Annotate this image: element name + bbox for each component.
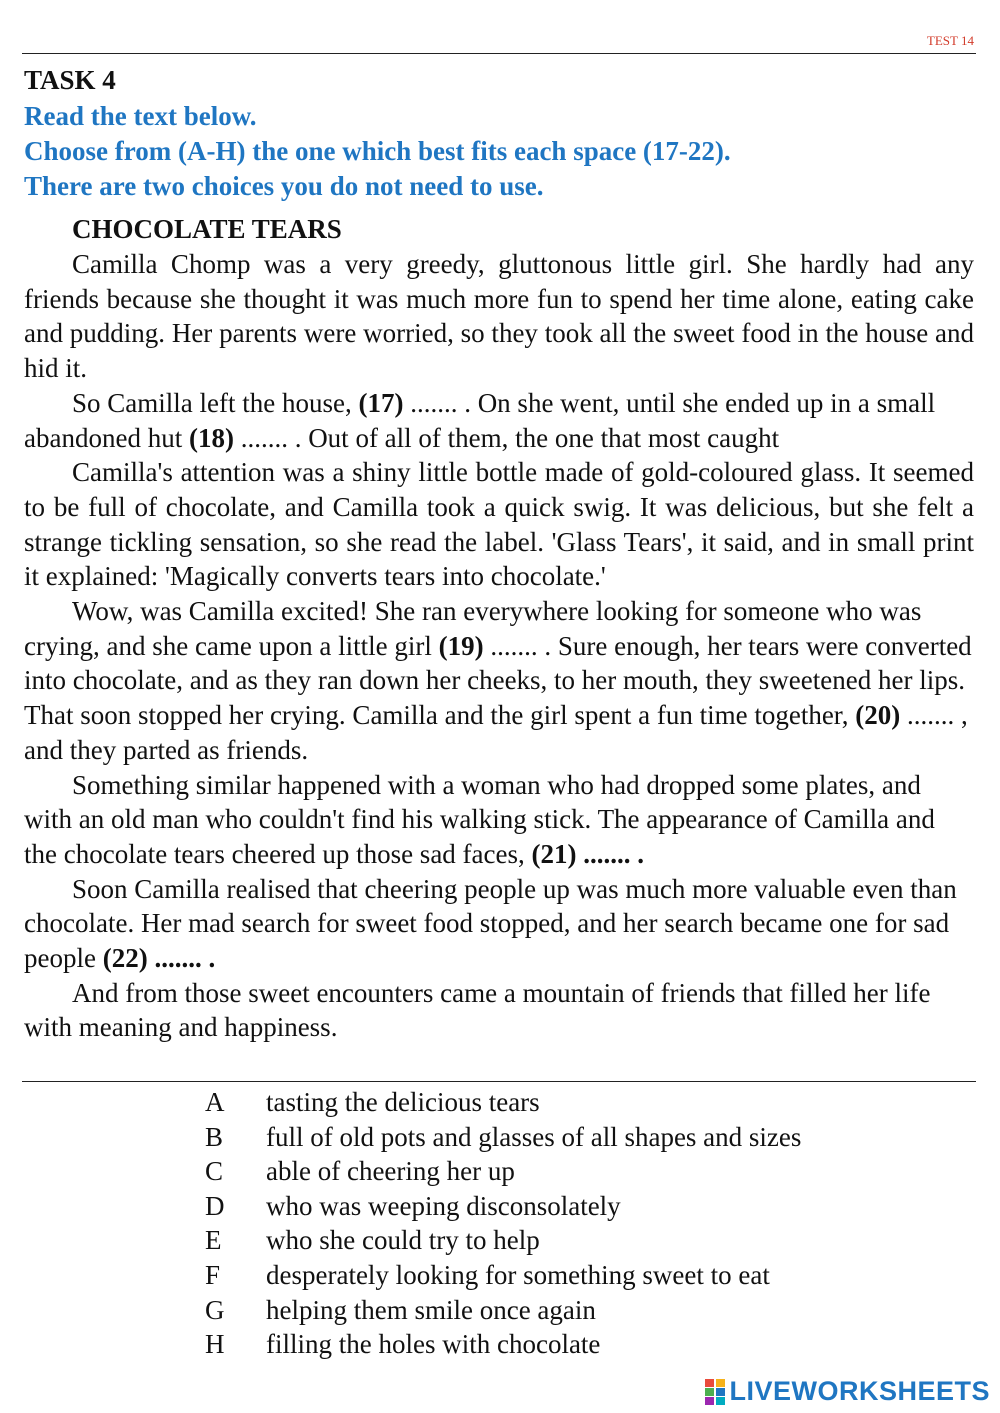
paragraph-3: Camilla's attention was a shiny little bottle made of gold-coloured glass. It seemed to be full of chocolate, and Camilla took a quick swig. It was delicious, but she felt a strange tickling sensation, so she read the label. 'Glass Tears', it said, and in small print it explained: 'Magically converts tears into chocolate.' [24, 457, 974, 592]
task-title: TASK 4 [24, 65, 116, 95]
gap-22[interactable]: (22) ....... . [102, 943, 216, 974]
option-c [205, 1154, 801, 1189]
test-label: TEST 14 [926, 33, 974, 48]
gap-19[interactable]: (19) [438, 630, 484, 661]
gap-17[interactable]: (17) [358, 387, 404, 418]
option-letter: B [205, 1121, 224, 1152]
paragraph-2: So Camilla left the house, (17) ....... . On she went, until she ended up in a small abandoned hut (18) ....... . Out of all of them, the one that most caught [24, 387, 936, 453]
option-f [205, 1258, 801, 1293]
instruction-2: Choose from (A-H) the one which best fits each space (17-22). [24, 136, 731, 166]
option-letter: F [205, 1259, 221, 1290]
option-letter: C [205, 1156, 224, 1187]
option-text: who she could try to help [266, 1225, 540, 1256]
story-text [24, 247, 974, 1045]
option-e [205, 1223, 801, 1258]
option-d [205, 1189, 801, 1224]
liveworksheets-logo-icon [705, 1379, 725, 1405]
option-text: who was weeping disconsolately [266, 1190, 621, 1221]
liveworksheets-brand: LIVEWORKSHEETS [729, 1376, 990, 1406]
top-divider [22, 53, 976, 54]
paragraph-4: Wow, was Camilla excited! She ran everywhere looking for someone who was crying, and she came upon a little girl (19) ....... . Sure enough, her tears were converted into chocolate, and as they ran down her cheeks, to her mouth, they sweetened her lips. That soon stopped her crying. Camilla and the girl spent a fun time together, (20) ....... , and they parted as friends. [24, 596, 972, 765]
option-letter: G [205, 1294, 225, 1325]
option-text: helping them smile once again [266, 1294, 596, 1325]
option-h [205, 1327, 801, 1362]
instruction-1: Read the text below. [24, 101, 257, 131]
liveworksheets-logo [705, 1376, 990, 1407]
option-text: filling the holes with chocolate [266, 1329, 601, 1360]
option-b [205, 1120, 801, 1155]
paragraph-5: Something similar happened with a woman who had dropped some plates, and with an old man who couldn't find his walking stick. The appearance of Camilla and the chocolate tears cheered up those sad faces, (21) ....... . [24, 769, 935, 869]
options-list [205, 1085, 801, 1362]
story-title: CHOCOLATE TEARS [72, 214, 342, 244]
instruction-3: There are two choices you do not need to use. [24, 171, 544, 201]
option-letter: E [205, 1225, 222, 1256]
gap-18[interactable]: (18) [188, 422, 234, 453]
option-letter: H [205, 1329, 225, 1360]
option-text: able of cheering her up [266, 1156, 515, 1187]
gap-21[interactable]: (21) ....... . [531, 838, 644, 869]
paragraph-7: And from those sweet encounters came a mountain of friends that filled her life with meaning and happiness. [24, 977, 931, 1043]
option-g [205, 1293, 801, 1328]
option-letter: D [205, 1190, 225, 1221]
option-a [205, 1085, 801, 1120]
paragraph-6: Soon Camilla realised that cheering people up was much more valuable even than chocolate. Her mad search for sweet food stopped, and her search became one for sad people (22) ....... . [24, 873, 957, 974]
option-letter: A [205, 1087, 225, 1117]
option-text: full of old pots and glasses of all shapes and sizes [266, 1121, 802, 1152]
paragraph-1: Camilla Chomp was a very greedy, gluttonous little girl. She hardly had any friends because she thought it was much more fun to spend her time alone, eating cake and pudding. Her parents were worried, so they took all the sweet food in the house and hid it. [24, 249, 974, 384]
option-text: desperately looking for something sweet to eat [266, 1259, 770, 1290]
option-text: tasting the delicious tears [266, 1087, 540, 1117]
gap-20[interactable]: (20) [855, 700, 901, 731]
options-divider [22, 1081, 976, 1082]
